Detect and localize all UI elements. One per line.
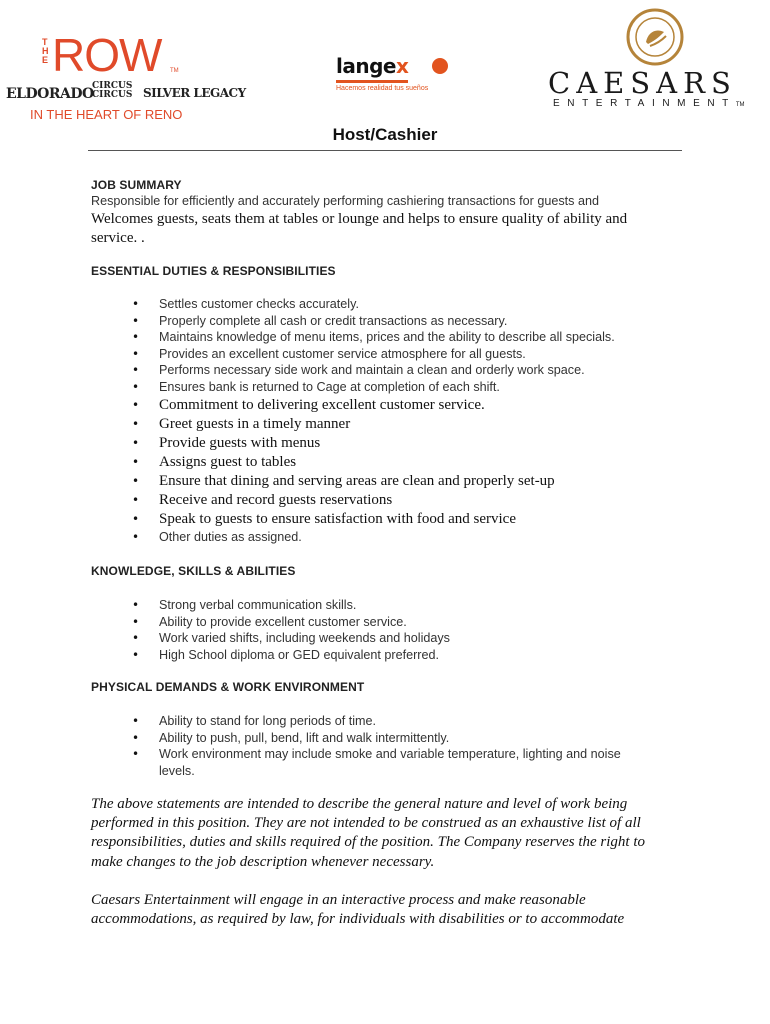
caesars-entertainment-logo (548, 8, 763, 108)
duties-list (130, 296, 690, 545)
langex-wordmark: langex (336, 54, 409, 78)
silver-legacy-logo: SILVER LEGACY (143, 86, 246, 100)
row-logo-word: ROW (52, 29, 162, 81)
header-logos (0, 0, 770, 125)
globe-icon (432, 58, 448, 74)
list-item: • Ability to provide excellent customer service. (130, 614, 690, 631)
langex-subtitle: Hacemos realidad tus sueños (336, 85, 429, 92)
langex-underline (336, 80, 408, 83)
row-logo-tm: TM (170, 68, 179, 74)
row-tagline: IN THE HEART OF RENO (30, 107, 183, 122)
list-item: • Work environment may include smoke and variable temperature, lighting and noise levels. (130, 746, 650, 779)
circus-circus-logo: CIRCUS CIRCUS (92, 81, 133, 100)
duties-heading: ESSENTIAL DUTIES & RESPONSIBILITIES (91, 264, 336, 278)
list-item: • Strong verbal communication skills. (130, 597, 690, 614)
title-divider (88, 150, 682, 151)
list-item: • Provides an excellent customer service atmosphere for all guests. (130, 346, 690, 363)
list-item: • Greet guests in a timely manner (130, 415, 690, 434)
list-item: • Provide guests with menus (130, 434, 690, 453)
job-summary-heading: JOB SUMMARY (91, 178, 182, 192)
list-item: • Settles customer checks accurately. (130, 296, 690, 313)
list-item: • High School diploma or GED equivalent preferred. (130, 647, 690, 664)
knowledge-list (130, 597, 690, 663)
row-logo-the: THE (42, 37, 49, 65)
eldorado-logo: ELDORADO (6, 86, 94, 102)
list-item: • Ability to push, pull, bend, lift and walk intermittently. (130, 730, 650, 747)
disclaimer-paragraph: The above statements are intended to describe the general nature and level of work being performed in this position. They are not intended to be construed as an exhaustive list of all responsibilities, duties and skills required of the position. The Company reserves the right to make changes to the job description whenever necessary. (91, 796, 645, 870)
langex-logo (336, 52, 451, 97)
page-title: Host/Cashier (332, 125, 438, 144)
list-item: • Commitment to delivering excellent customer service. (130, 396, 690, 415)
knowledge-heading: KNOWLEDGE, SKILLS & ABILITIES (91, 564, 296, 578)
list-item: • Work varied shifts, including weekends and holidays (130, 630, 690, 647)
list-item: • Ability to stand for long periods of time. (130, 713, 650, 730)
caesars-laurel-icon (626, 8, 684, 66)
list-item: • Ensure that dining and serving areas are clean and properly set-up (130, 472, 690, 491)
eeo-paragraph: Caesars Entertainment will engage in an interactive process and make reasonable accommodations, as required by law, for individuals with disabilities or to accommodate (91, 892, 625, 928)
caesars-subtitle: ENTERTAINMENTTM (553, 98, 745, 109)
list-item: • Properly complete all cash or credit transactions as necessary. (130, 313, 690, 330)
physical-heading: PHYSICAL DEMANDS & WORK ENVIRONMENT (91, 680, 365, 694)
list-item: • Speak to guests to ensure satisfaction with food and service (130, 510, 690, 529)
list-item: • Maintains knowledge of menu items, prices and the ability to describe all specials. (130, 329, 690, 346)
job-summary-line1: Responsible for efficiently and accurately performing cashiering transactions for guests and (91, 194, 599, 208)
list-item: • Other duties as assigned. (130, 529, 690, 546)
job-summary-line2: Welcomes guests, seats them at tables or lounge and helps to ensure quality of ability and service. . (91, 211, 628, 246)
list-item: • Assigns guest to tables (130, 453, 690, 472)
list-item: • Ensures bank is returned to Cage at completion of each shift. (130, 379, 690, 396)
list-item: • Receive and record guests reservations (130, 491, 690, 510)
caesars-wordmark: CAESARS (548, 66, 737, 100)
list-item: • Performs necessary side work and maintain a clean and orderly work space. (130, 362, 690, 379)
physical-list (130, 713, 650, 779)
